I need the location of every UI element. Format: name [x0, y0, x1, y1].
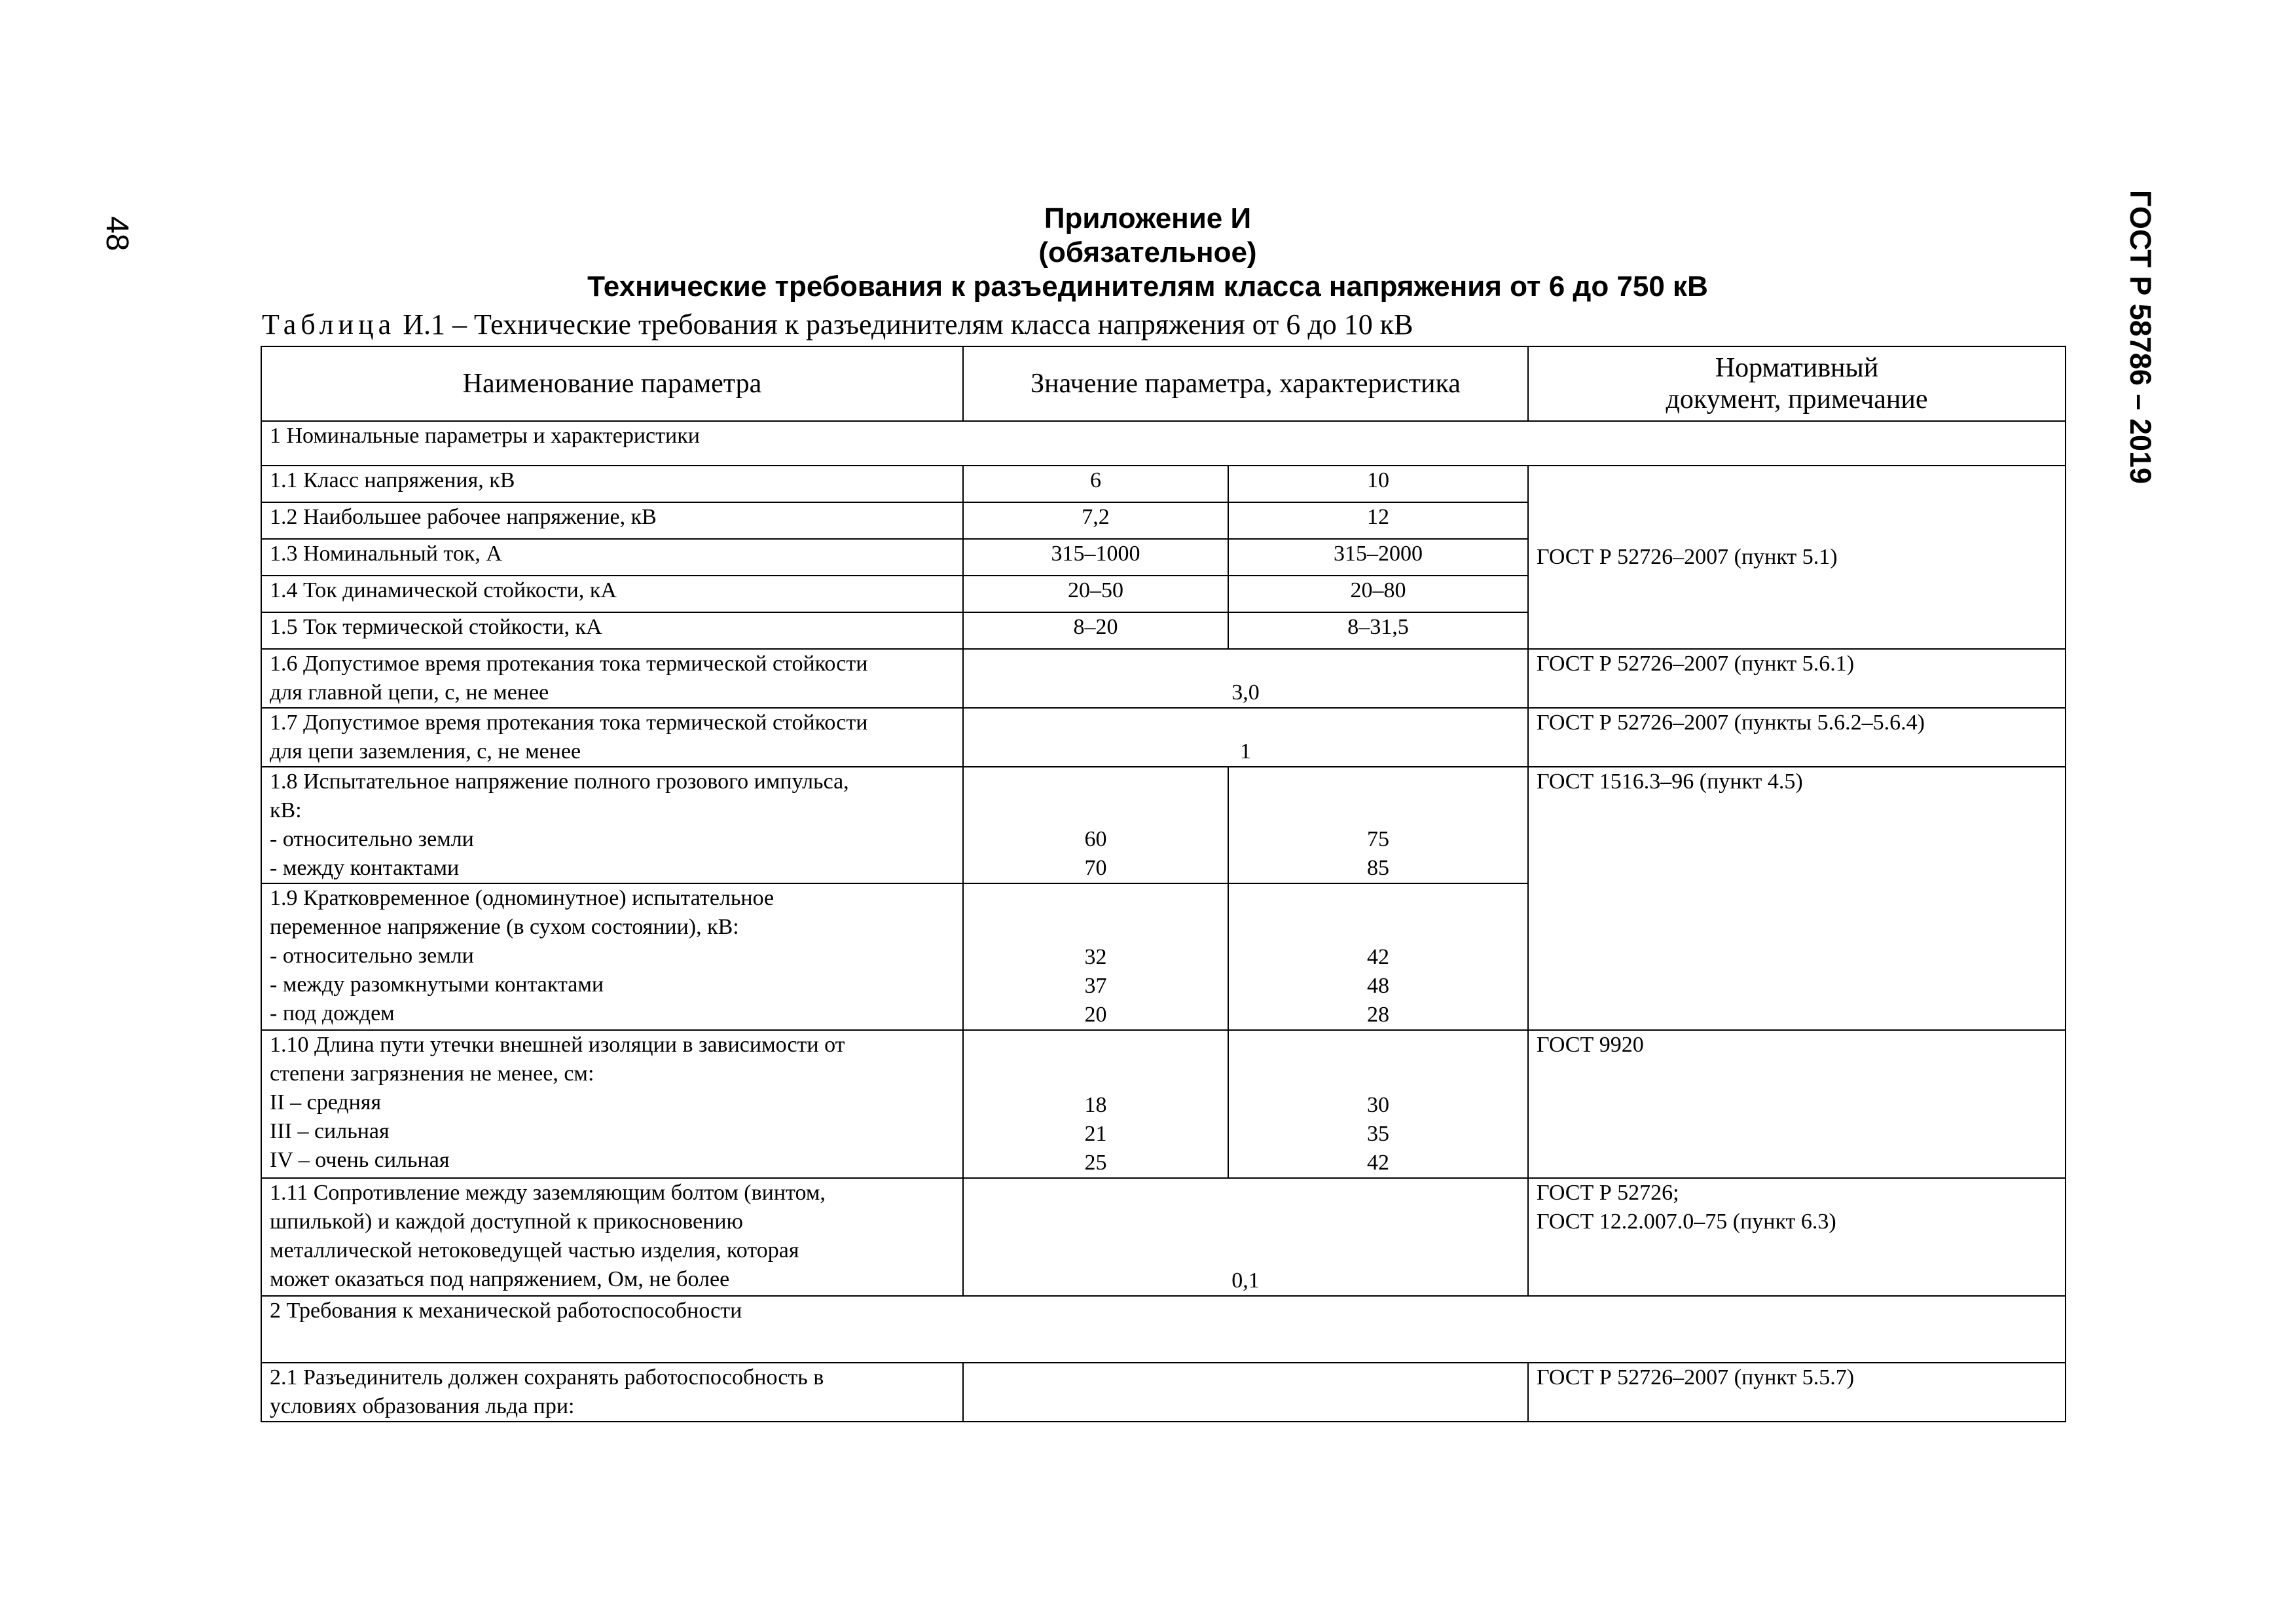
param-1-11-name-line-4: может оказаться под напряжением, Ом, не более — [270, 1267, 730, 1291]
param-1-9-name — [261, 883, 963, 1030]
param-1-11-name-line-3: металлической нетоковедущей частью изделия, которая — [270, 1238, 799, 1263]
param-1-10-name — [261, 1030, 963, 1178]
param-1-10-strong-10kv: 35 — [1367, 1122, 1389, 1146]
param-1-6-name — [261, 649, 963, 708]
header-doc-line-2: документ, примечание — [1666, 384, 1928, 415]
param-1-5-value-6kv: 8–20 — [963, 612, 1228, 649]
header-normative-document — [1528, 346, 2066, 421]
param-1-8-contacts-6kv: 70 — [1084, 856, 1107, 880]
appendix-title: Приложение И — [1044, 202, 1252, 234]
page-number: 48 — [100, 216, 134, 251]
param-1-9-name-line-1: 1.9 Кратковременное (одноминутное) испытательное — [270, 886, 774, 910]
table-row — [261, 708, 2066, 767]
param-1-10-medium-6kv: 18 — [1084, 1093, 1107, 1117]
section-row — [261, 1296, 2066, 1363]
param-1-9-name-line-2: переменное напряжение (в сухом состоянии), кВ: — [270, 915, 739, 939]
param-2-1-value — [963, 1363, 1528, 1422]
table-caption-text: И.1 – Технические требования к разъединителям класса напряжения от 6 до 10 кВ — [395, 308, 1413, 341]
param-1-10-name-line-2: степени загрязнения не менее, см: — [270, 1061, 594, 1086]
param-1-3-value-10kv: 315–2000 — [1228, 539, 1528, 576]
param-1-10-ref: ГОСТ 9920 — [1528, 1030, 2066, 1178]
param-1-10-label-very-strong: IV – очень сильная — [270, 1148, 450, 1172]
header-doc-line-1: Нормативный — [1715, 353, 1879, 383]
param-1-4-value-6kv: 20–50 — [963, 576, 1228, 612]
param-1-10-strong-6kv: 21 — [1084, 1122, 1107, 1146]
param-1-10-very-strong-6kv: 25 — [1084, 1151, 1107, 1175]
param-1-2-value-6kv: 7,2 — [963, 502, 1228, 539]
param-2-1-name-line-1: 2.1 Разъединитель должен сохранять работоспособность в — [270, 1365, 824, 1390]
param-1-3-name: 1.3 Номинальный ток, А — [261, 539, 963, 576]
param-1-7-ref: ГОСТ Р 52726–2007 (пункты 5.6.2–5.6.4) — [1528, 708, 2066, 767]
param-1-8-earth-10kv: 75 — [1367, 827, 1389, 851]
param-1-9-rain-6kv: 20 — [1084, 1003, 1107, 1027]
param-1-9-earth-10kv: 42 — [1367, 945, 1389, 969]
param-1-6-name-line-1: 1.6 Допустимое время протекания тока термической стойкости — [270, 652, 868, 676]
section-2-title: 2 Требования к механической работоспособности — [261, 1296, 2066, 1363]
table-row — [261, 466, 2066, 502]
param-1-11-name-line-1: 1.11 Сопротивление между заземляющим болтом (винтом, — [270, 1181, 826, 1205]
param-1-8-contacts-10kv: 85 — [1367, 856, 1389, 880]
table-row — [261, 1030, 2066, 1178]
param-1-11-ref-line-1: ГОСТ Р 52726; — [1537, 1181, 1679, 1205]
param-1-8-values-6kv — [963, 767, 1228, 883]
section-row — [261, 421, 2066, 466]
param-1-6-ref: ГОСТ Р 52726–2007 (пункт 5.6.1) — [1528, 649, 2066, 708]
param-1-9-label-earth: - относительно земли — [270, 944, 474, 968]
param-1-1-value-10kv: 10 — [1228, 466, 1528, 502]
param-1-6-value: 3,0 — [963, 649, 1528, 708]
ref-1-1-to-1-5: ГОСТ Р 52726–2007 (пункт 5.1) — [1528, 466, 2066, 649]
param-1-9-label-rain: - под дождем — [270, 1001, 395, 1025]
param-1-10-values-6kv — [963, 1030, 1228, 1178]
param-1-2-value-10kv: 12 — [1228, 502, 1528, 539]
param-1-8-values-10kv — [1228, 767, 1528, 883]
section-1-title: 1 Номинальные параметры и характеристики — [261, 421, 2066, 466]
param-1-11-name — [261, 1178, 963, 1296]
param-1-10-very-strong-10kv: 42 — [1367, 1151, 1389, 1175]
param-1-8-name — [261, 767, 963, 883]
param-1-10-medium-10kv: 30 — [1367, 1093, 1389, 1117]
param-1-1-name: 1.1 Класс напряжения, кВ — [261, 466, 963, 502]
param-1-7-value: 1 — [963, 708, 1528, 767]
param-1-7-name-line-2: для цепи заземления, с, не менее — [270, 739, 581, 764]
param-1-9-earth-6kv: 32 — [1084, 945, 1107, 969]
table-row — [261, 1363, 2066, 1422]
table-caption — [262, 308, 1413, 342]
param-1-8-name-line-1: 1.8 Испытательное напряжение полного грозового импульса, — [270, 769, 849, 794]
param-1-8-label-contacts: - между контактами — [270, 856, 460, 880]
appendix-status: (обязательное) — [1038, 236, 1257, 268]
param-1-8-earth-6kv: 60 — [1084, 827, 1107, 851]
param-1-11-value: 0,1 — [963, 1178, 1528, 1296]
param-1-11-ref — [1528, 1178, 2066, 1296]
param-1-11-name-line-2: шпилькой) и каждой доступной к прикосновению — [270, 1209, 743, 1234]
param-1-5-name: 1.5 Ток термической стойкости, кА — [261, 612, 963, 649]
param-1-10-name-line-1: 1.10 Длина пути утечки внешней изоляции в зависимости от — [270, 1033, 845, 1057]
document-code: ГОСТ Р 58786 – 2019 — [2124, 190, 2157, 485]
param-1-7-name-line-1: 1.7 Допустимое время протекания тока термической стойкости — [270, 710, 868, 735]
param-1-10-values-10kv — [1228, 1030, 1528, 1178]
param-1-3-value-6kv: 315–1000 — [963, 539, 1228, 576]
param-2-1-name-line-2: условиях образования льда при: — [270, 1394, 575, 1418]
table-row — [261, 649, 2066, 708]
header-parameter-value: Значение параметра, характеристика — [963, 346, 1528, 421]
param-1-9-rain-10kv: 28 — [1367, 1003, 1389, 1027]
param-1-8-1-9-ref: ГОСТ 1516.3–96 (пункт 4.5) — [1528, 767, 2066, 1030]
requirements-table — [261, 346, 2066, 1422]
param-1-4-name: 1.4 Ток динамической стойкости, кА — [261, 576, 963, 612]
param-1-10-label-strong: III – сильная — [270, 1119, 390, 1143]
table-row — [261, 767, 2066, 883]
appendix-subject: Технические требования к разъединителям класса напряжения от 6 до 750 кВ — [587, 270, 1708, 303]
table-caption-word: Таблица — [262, 308, 396, 341]
param-1-9-values-6kv — [963, 883, 1228, 1030]
param-1-2-name: 1.2 Наибольшее рабочее напряжение, кВ — [261, 502, 963, 539]
param-1-6-name-line-2: для главной цепи, с, не менее — [270, 680, 549, 705]
param-1-11-ref-line-2: ГОСТ 12.2.007.0–75 (пункт 6.3) — [1537, 1209, 1836, 1234]
param-1-9-open-contacts-10kv: 48 — [1367, 974, 1389, 998]
param-1-5-value-10kv: 8–31,5 — [1228, 612, 1528, 649]
param-1-8-label-earth: - относительно земли — [270, 827, 474, 851]
table-header-row — [261, 346, 2066, 421]
param-2-1-name — [261, 1363, 963, 1422]
param-1-4-value-10kv: 20–80 — [1228, 576, 1528, 612]
param-2-1-ref: ГОСТ Р 52726–2007 (пункт 5.5.7) — [1528, 1363, 2066, 1422]
header-parameter-name: Наименование параметра — [261, 346, 963, 421]
param-1-1-value-6kv: 6 — [963, 466, 1228, 502]
param-1-9-open-contacts-6kv: 37 — [1084, 974, 1107, 998]
param-1-8-name-line-2: кВ: — [270, 798, 302, 822]
param-1-10-label-medium: II – средняя — [270, 1090, 382, 1115]
param-1-7-name — [261, 708, 963, 767]
param-1-9-label-open-contacts: - между разомкнутыми контактами — [270, 972, 604, 997]
table-row — [261, 1178, 2066, 1296]
param-1-9-values-10kv — [1228, 883, 1528, 1030]
